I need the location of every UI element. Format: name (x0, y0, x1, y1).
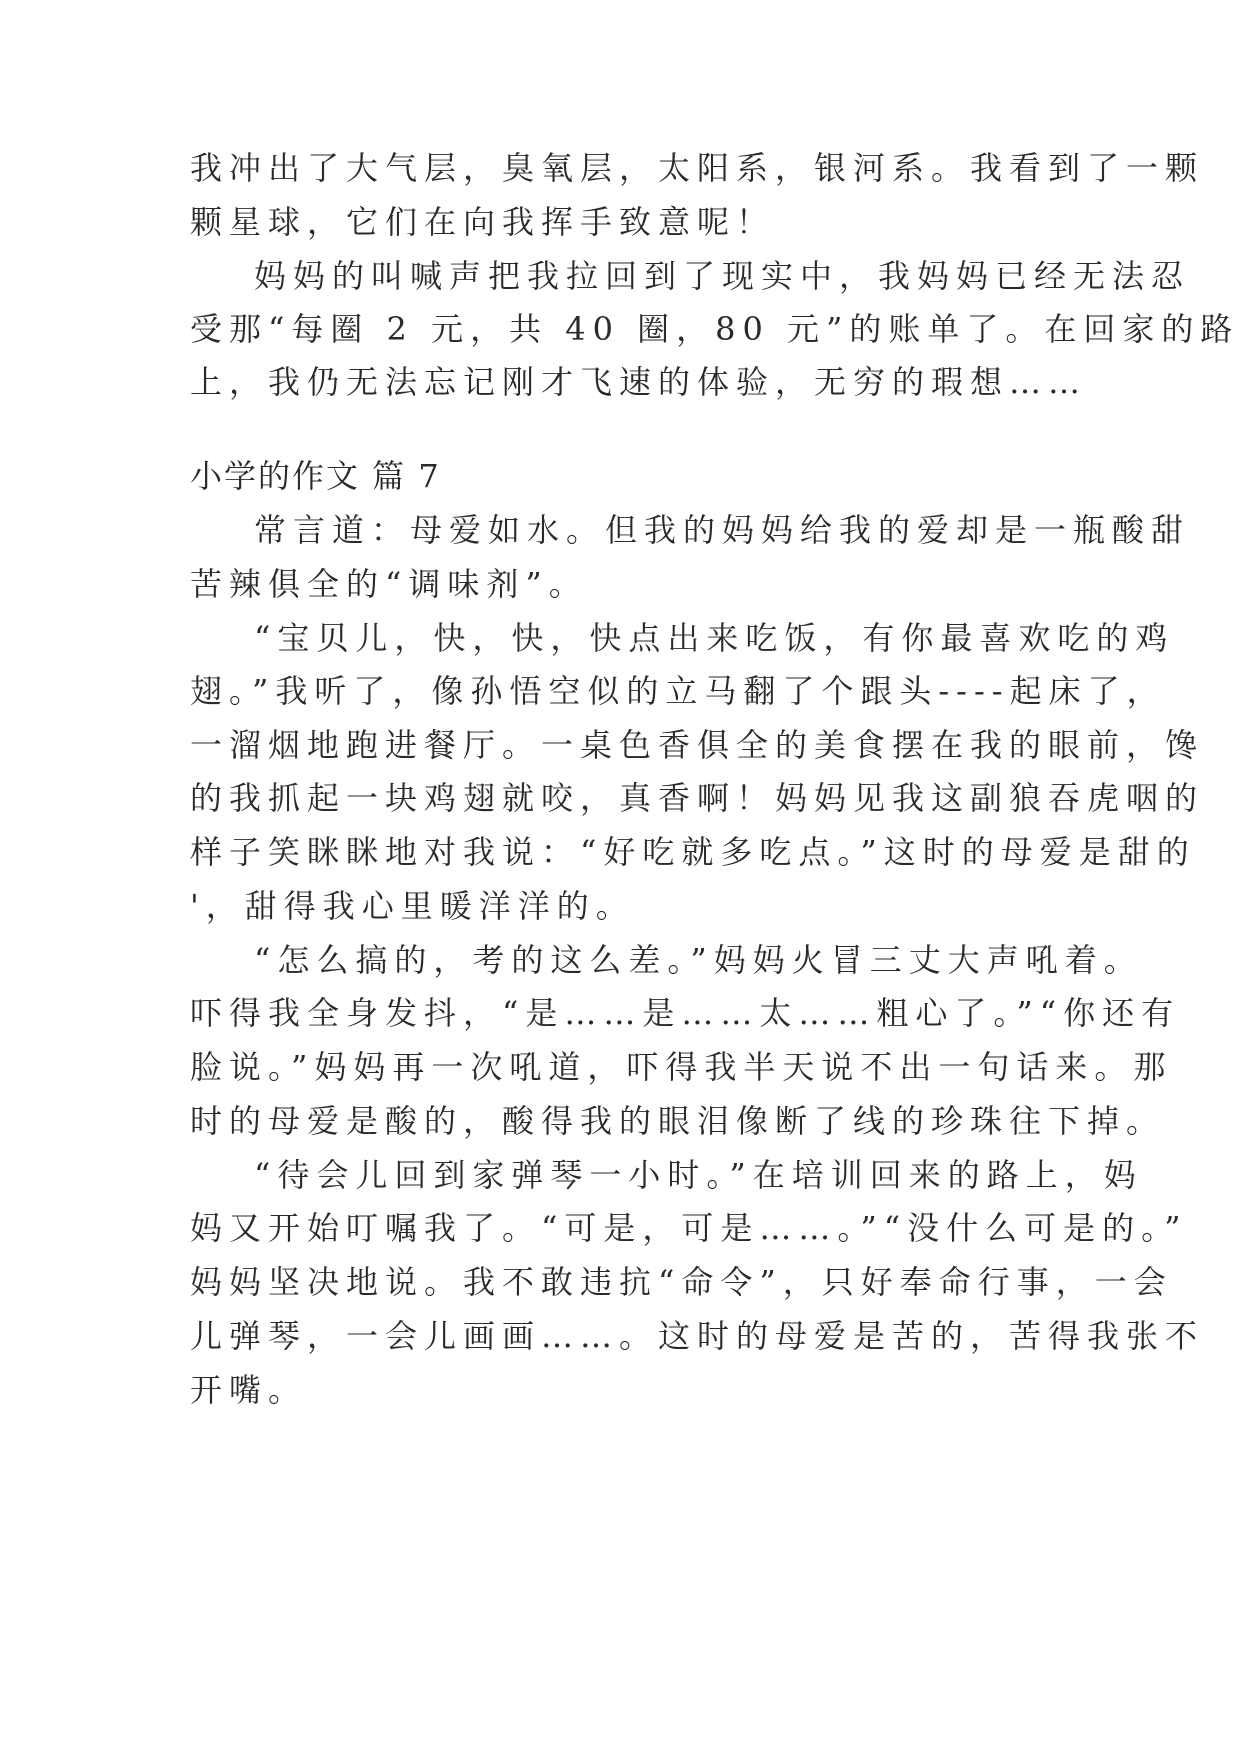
text-line: 吓得我全身发抖，“是……是……太……粗心了。”“你还有 (190, 994, 1181, 1032)
paragraph-first-line: 妈妈的叫喊声把我拉回到了现实中，我妈妈已经无法忍 (254, 257, 1191, 295)
paragraph-first-line: “待会儿回到家弹琴一小时。”在培训回来的路上，妈 (254, 1156, 1143, 1194)
text-line: 一溜烟地跑进餐厅。一桌色香俱全的美食摆在我的眼前，馋 (190, 726, 1205, 764)
text-line: 脸说。”妈妈再一次吼道，吓得我半天说不出一句话来。那 (190, 1048, 1173, 1086)
text-line: 妈妈坚决地说。我不敢违抗“命令”，只好奉命行事，一会 (190, 1263, 1173, 1301)
text-line: 妈又开始叮嘱我了。“可是，可是……。”“没什么可是的。” (190, 1209, 1188, 1247)
text-line: 开嘴。 (190, 1371, 308, 1409)
text-line: 样子笑眯眯地对我说：“好吃就多吃点。”这时的母爱是甜的 (190, 833, 1196, 871)
text-line: '，甜得我心里暖洋洋的。 (190, 887, 635, 925)
text-line: 的我抓起一块鸡翅就咬，真香啊！妈妈见我这副狼吞虎咽的 (190, 779, 1205, 817)
text-line: 苦辣俱全的“调味剂”。 (190, 565, 588, 603)
paragraph-first-line: 常言道：母爱如水。但我的妈妈给我的爱却是一瓶酸甜 (254, 511, 1191, 549)
text-line: 颗星球，它们在向我挥手致意呢！ (190, 203, 776, 241)
text-line: 翅。”我听了，像孙悟空似的立马翻了个跟头----起床了， (190, 672, 1166, 710)
text-line: 受那“每圈 2 元，共 40 圈，80 元”的账单了。在回家的路 (190, 310, 1240, 348)
text-line: 上，我仍无法忘记刚才飞速的体验，无穷的瑕想…… (190, 363, 1088, 401)
text-line: 时的母爱是酸的，酸得我的眼泪像断了线的珍珠往下掉。 (190, 1102, 1166, 1140)
text-line: 我冲出了大气层，臭氧层，太阳系，银河系。我看到了一颗 (190, 149, 1205, 187)
section-title: 小学的作文 篇 7 (190, 457, 441, 495)
paragraph-first-line: “怎么搞的，考的这么差。”妈妈火冒三丈大声吼着。 (254, 941, 1143, 979)
paragraph-first-line: “宝贝儿，快，快，快点出来吃饭，有你最喜欢吃的鸡 (254, 619, 1175, 657)
text-line: 儿弹琴，一会儿画画……。这时的母爱是苦的，苦得我张不 (190, 1317, 1205, 1355)
